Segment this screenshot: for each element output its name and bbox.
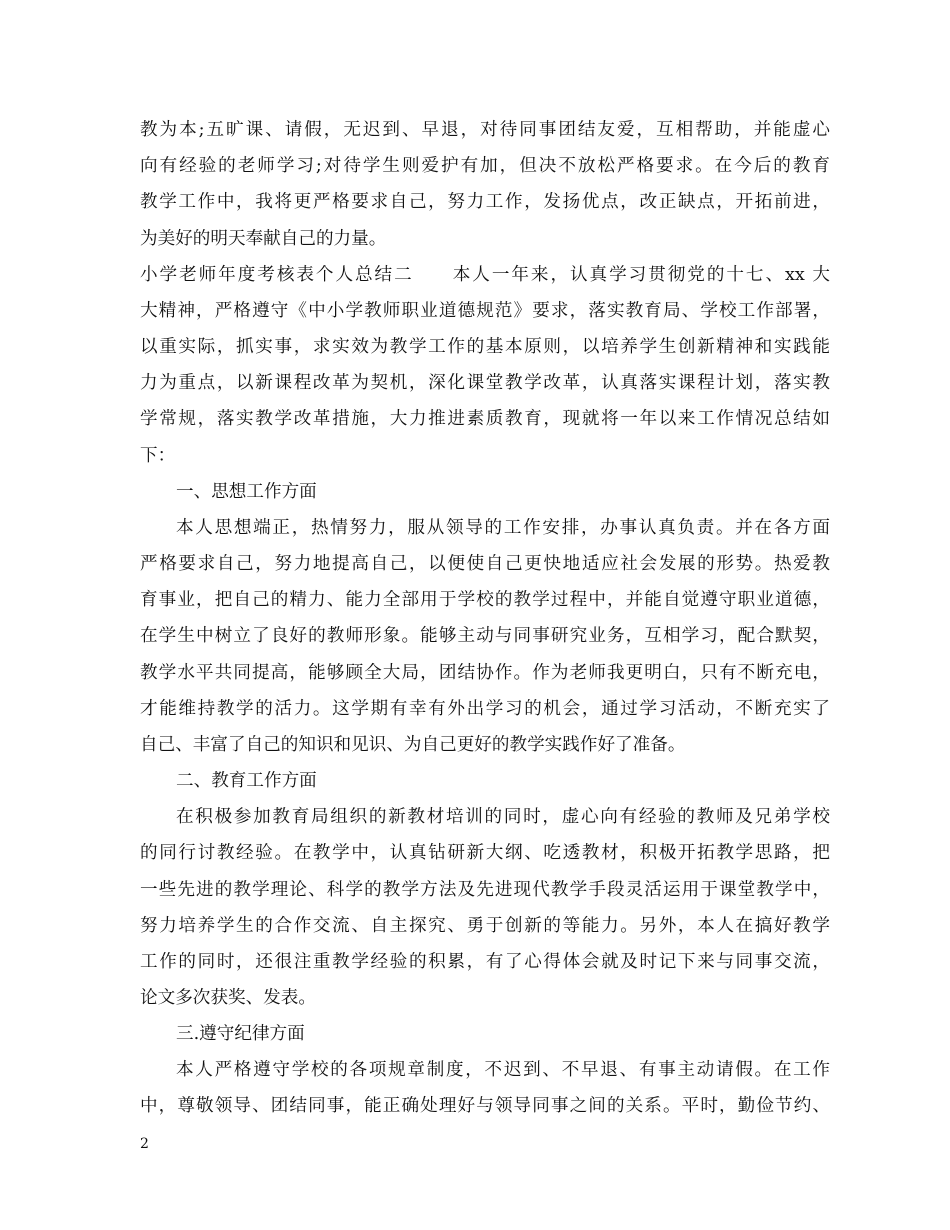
text-line-25: 论文多次获奖、发表。 (140, 988, 316, 1008)
text-line-28: 中，尊敬领导、团结同事，能正确处理好与领导同事之间的关系。平时，勤俭节约、 (140, 1096, 830, 1116)
section-heading-summary-two: 小学老师年度考核表个人总结二 本人一年来，认真学习贯彻党的十七、xx 大 (140, 265, 830, 285)
text-line-17: 才能维持教学的活力。这学期有幸有外出学习的机会，通过学习活动，不断充实了 (140, 699, 830, 719)
text-line-20: 在积极参加教育局组织的新教材培训的同时，虚心向有经验的教师及兄弟学校 (176, 807, 830, 827)
text-line-4: 为美好的明天奉献自己的力量。 (140, 229, 387, 249)
text-line-16: 教学水平共同提高，能够顾全大局，团结协作。作为老师我更明白，只有不断充电， (140, 663, 830, 683)
text-line-22: 一些先进的教学理论、科学的教学方法及先进现代教学手段灵活运用于课堂教学中， (140, 880, 830, 900)
text-line-2: 向有经验的老师学习;对待学生则爱护有加，但决不放松严格要求。在今后的教育 (140, 156, 830, 176)
section-heading-education: 二、教育工作方面 (176, 771, 317, 791)
text-line-13: 严格要求自己，努力地提高自己，以便使自己更快地适应社会发展的形势。热爱教 (140, 554, 830, 574)
text-line-3: 教学工作中，我将更严格要求自己，努力工作，发扬优点，改正缺点，开拓前进， (140, 192, 830, 212)
text-line-15: 在学生中树立了良好的教师形象。能够主动与同事研究业务，互相学习，配合默契， (140, 626, 830, 646)
text-line-8: 力为重点，以新课程改革为契机，深化课堂教学改革，认真落实课程计划，落实教 (140, 373, 830, 393)
text-line-1: 教为本;五旷课、请假，无迟到、早退，对待同事团结友爱，互相帮助，并能虚心 (140, 120, 830, 140)
section-heading-discipline: 三.遵守纪律方面 (176, 1024, 305, 1044)
text-line-27: 本人严格遵守学校的各项规章制度，不迟到、不早退、有事主动请假。在工作 (176, 1060, 830, 1080)
text-line-24: 工作的同时，还很注重教学经验的积累，有了心得体会就及时记下来与同事交流， (140, 952, 830, 972)
text-line-18: 自己、丰富了自己的知识和见识、为自己更好的教学实践作好了准备。 (140, 735, 686, 755)
text-line-10: 下： (140, 446, 176, 466)
text-line-14: 育事业，把自己的精力、能力全部用于学校的教学过程中，并能自觉遵守职业道德， (140, 590, 830, 610)
page-number: 2 (140, 1136, 149, 1152)
text-line-6: 大精神，严格遵守《中小学教师职业道德规范》要求，落实教育局、学校工作部署， (140, 301, 830, 321)
section-heading-ideology: 一、思想工作方面 (176, 482, 317, 502)
text-line-23: 努力培养学生的合作交流、自主探究、勇于创新的等能力。另外，本人在搞好教学 (140, 916, 830, 936)
text-line-7: 以重实际，抓实事，求实效为教学工作的基本原则，以培养学生创新精神和实践能 (140, 337, 830, 357)
text-line-21: 的同行讨教经验。在教学中，认真钻研新大纲、吃透教材，积极开拓教学思路，把 (140, 843, 830, 863)
text-line-12: 本人思想端正，热情努力，服从领导的工作安排，办事认真负责。并在各方面 (176, 518, 830, 538)
text-line-9: 学常规，落实教学改革措施，大力推进素质教育，现就将一年以来工作情况总结如 (140, 409, 830, 429)
